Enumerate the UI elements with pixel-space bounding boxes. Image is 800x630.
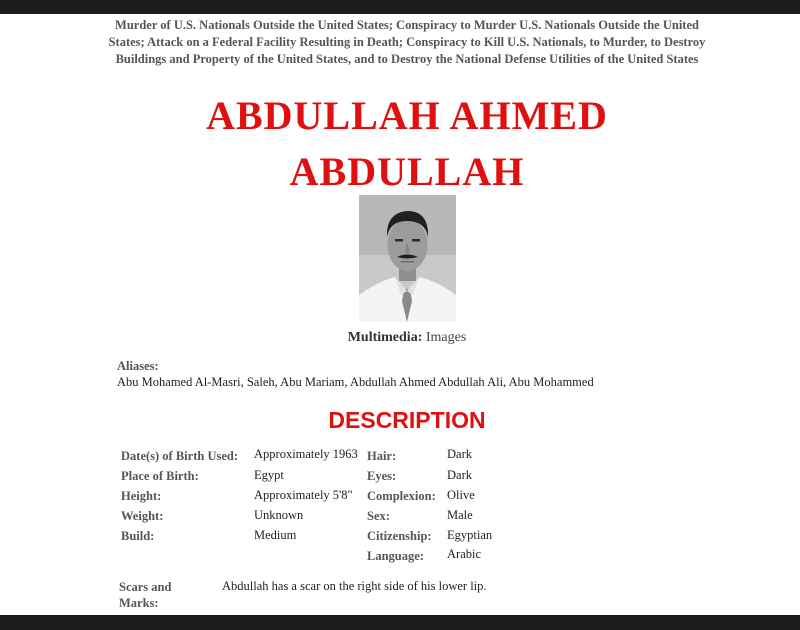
dob-value: Approximately 1963	[254, 447, 358, 461]
portrait-image	[359, 195, 456, 322]
description-heading: DESCRIPTION	[328, 407, 486, 433]
fugitive-name-line2: ABDULLAH	[289, 149, 525, 194]
fugitive-name	[100, 88, 714, 200]
multimedia-label: Multimedia:	[347, 330, 423, 345]
height-label: Height:	[121, 489, 162, 503]
fugitive-name-line1: ABDULLAH AHMED	[206, 93, 608, 138]
scars-label-line1: Scars and	[119, 580, 172, 594]
build-label: Build:	[121, 529, 155, 543]
weight-label: Weight:	[121, 509, 164, 523]
build-value: Medium	[254, 528, 297, 542]
language-value: Arabic	[447, 547, 482, 561]
hair-value: Dark	[447, 447, 472, 461]
citizenship-label: Citizenship:	[367, 529, 432, 543]
scars-label-line2: Marks:	[119, 596, 159, 610]
aliases-value: Abu Mohamed Al-Masri, Saleh, Abu Mariam, Abdullah Ahmed Abdullah Ali, Abu Mohammed	[117, 375, 594, 389]
weight-value: Unknown	[254, 508, 304, 522]
complexion-value: Olive	[447, 488, 475, 502]
language-label: Language:	[367, 549, 424, 563]
hair-label: Hair:	[367, 449, 397, 463]
birthplace-label: Place of Birth:	[121, 469, 199, 483]
height-value: Approximately 5'8"	[254, 488, 353, 502]
sex-value: Male	[447, 508, 473, 522]
scars-value: Abdullah has a scar on the right side of his lower lip.	[222, 579, 487, 593]
wanted-poster-page	[0, 14, 800, 615]
multimedia-line	[300, 330, 514, 346]
eyes-value: Dark	[447, 468, 472, 482]
scars-label	[119, 579, 171, 611]
complexion-label: Complexion:	[367, 489, 436, 503]
charges-text: Murder of U.S. Nationals Outside the United States; Conspiracy to Murder U.S. Nationals Outside the United States; Attack on a Federal Facility Resulting in Death; Conspiracy to Kill U.S. Nationals, to Murder, to Destroy Buildings and Property of the United States, and to Destroy the National Defense Utilities of the United States	[108, 18, 706, 67]
aliases-label: Aliases:	[117, 359, 159, 373]
eyes-label: Eyes:	[367, 469, 397, 483]
sex-label: Sex:	[367, 509, 390, 523]
citizenship-value: Egyptian	[447, 528, 493, 542]
multimedia-images-link[interactable]: Images	[425, 330, 467, 345]
dob-label: Date(s) of Birth Used:	[121, 449, 238, 463]
fugitive-photo[interactable]	[359, 195, 456, 322]
birthplace-value: Egypt	[254, 468, 284, 482]
